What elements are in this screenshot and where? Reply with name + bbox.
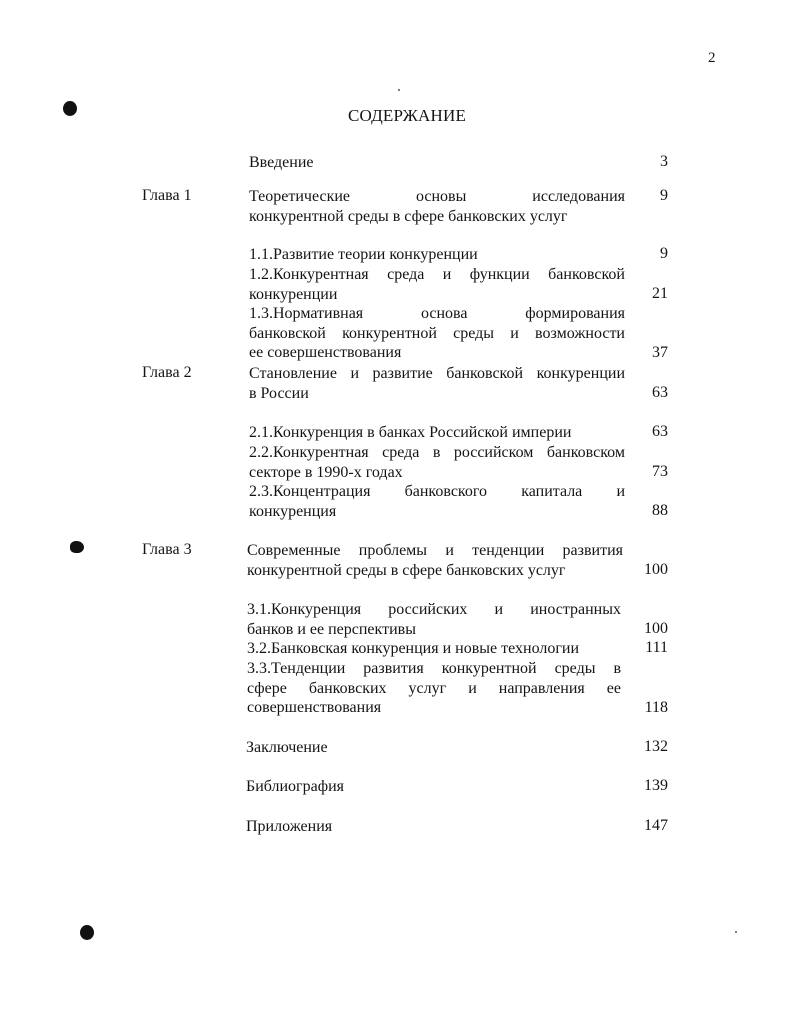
toc-entry-conclusion (246, 738, 620, 758)
toc-page-3-3: 118 (644, 699, 668, 716)
toc-page-2-3: 88 (652, 502, 668, 519)
toc-page-bibliography: 139 (644, 777, 668, 794)
toc-entry-chapter-3 (247, 541, 623, 580)
toc-page-conclusion: 132 (644, 738, 668, 755)
toc-line: 1.3.Нормативная основа формирования (249, 305, 625, 322)
toc-line: 1.1.Развитие теории конкуренции (249, 246, 478, 263)
toc-page-2-2: 73 (652, 463, 668, 480)
scan-speck (398, 89, 400, 91)
page-title: СОДЕРЖАНИЕ (347, 106, 467, 125)
scan-blot (70, 541, 84, 553)
toc-entry-2-2 (249, 443, 625, 482)
toc-entry-3-3 (247, 659, 621, 718)
toc-page-1-3: 37 (652, 344, 668, 361)
toc-page-chapter-2: 63 (652, 384, 668, 401)
toc-line: Заключение (246, 739, 328, 756)
toc-line: сфере банковских услуг и направления ее (247, 679, 621, 697)
toc-entry-intro (249, 153, 625, 173)
chapter-label-1: Глава 1 (142, 187, 192, 204)
toc-page-1-1: 9 (660, 245, 668, 262)
toc-line: Приложения (246, 818, 333, 835)
toc-entry-1-1 (249, 245, 625, 265)
toc-page-chapter-1: 9 (660, 187, 668, 204)
toc-line: 2.1.Конкуренция в банках Российской империи (249, 424, 572, 441)
toc-line: совершенствования (247, 699, 382, 717)
toc-line: конкуренция (249, 502, 337, 520)
toc-page-1-2: 21 (652, 285, 668, 302)
toc-entry-1-2 (249, 265, 625, 304)
toc-entry-chapter-2 (249, 364, 625, 403)
toc-line: 3.3.Тенденции развития конкурентной среды в (247, 660, 621, 677)
toc-page-chapter-3: 100 (644, 561, 668, 578)
toc-page-2-1: 63 (652, 423, 668, 440)
toc-line: 2.3.Концентрация банковского капитала и (249, 483, 625, 500)
toc-line: 1.2.Конкурентная среда и функции банковской (249, 266, 625, 283)
chapter-label-3: Глава 3 (142, 541, 192, 558)
toc-line: Становление и развитие банковской конкуренции (249, 365, 625, 382)
toc-line: Библиография (246, 778, 344, 795)
page-number: 2 (708, 50, 716, 66)
toc-line: конкуренции (249, 285, 338, 303)
toc-page-3-1: 100 (644, 620, 668, 637)
scan-speck (735, 931, 737, 933)
toc-line: Введение (249, 154, 314, 171)
toc-line: банковской конкурентной среды и возможности (249, 324, 625, 342)
toc-line: конкурентной среды в сфере банковских услуг (247, 561, 566, 579)
toc-page-intro: 3 (660, 153, 668, 170)
toc-page-3-2: 111 (645, 639, 668, 656)
toc-entry-2-1 (249, 423, 625, 443)
scan-blot (80, 925, 94, 940)
toc-entry-1-3 (249, 304, 625, 363)
toc-line: ее совершенствования (249, 344, 402, 362)
toc-page-appendices: 147 (644, 817, 668, 834)
toc-entry-3-2 (247, 639, 621, 659)
toc-line: конкурентной среды в сфере банковских услуг (249, 207, 568, 225)
toc-line: Теоретические основы исследования (249, 188, 625, 205)
toc-line: Современные проблемы и тенденции развития (247, 542, 623, 559)
chapter-label-2: Глава 2 (142, 364, 192, 381)
toc-entry-chapter-1 (249, 187, 625, 226)
toc-line: 2.2.Конкурентная среда в российском банковском (249, 444, 625, 461)
toc-entry-2-3 (249, 482, 625, 521)
scan-blot (63, 101, 77, 116)
toc-entry-appendices (246, 817, 620, 837)
toc-line: банков и ее перспективы (247, 620, 416, 638)
toc-entry-bibliography (246, 777, 620, 797)
toc-line: секторе в 1990-х годах (249, 463, 403, 481)
toc-line: 3.1.Конкуренция российских и иностранных (247, 601, 621, 618)
toc-line: 3.2.Банковская конкуренция и новые технологии (247, 640, 580, 657)
toc-line: в России (249, 384, 309, 402)
toc-entry-3-1 (247, 600, 621, 639)
